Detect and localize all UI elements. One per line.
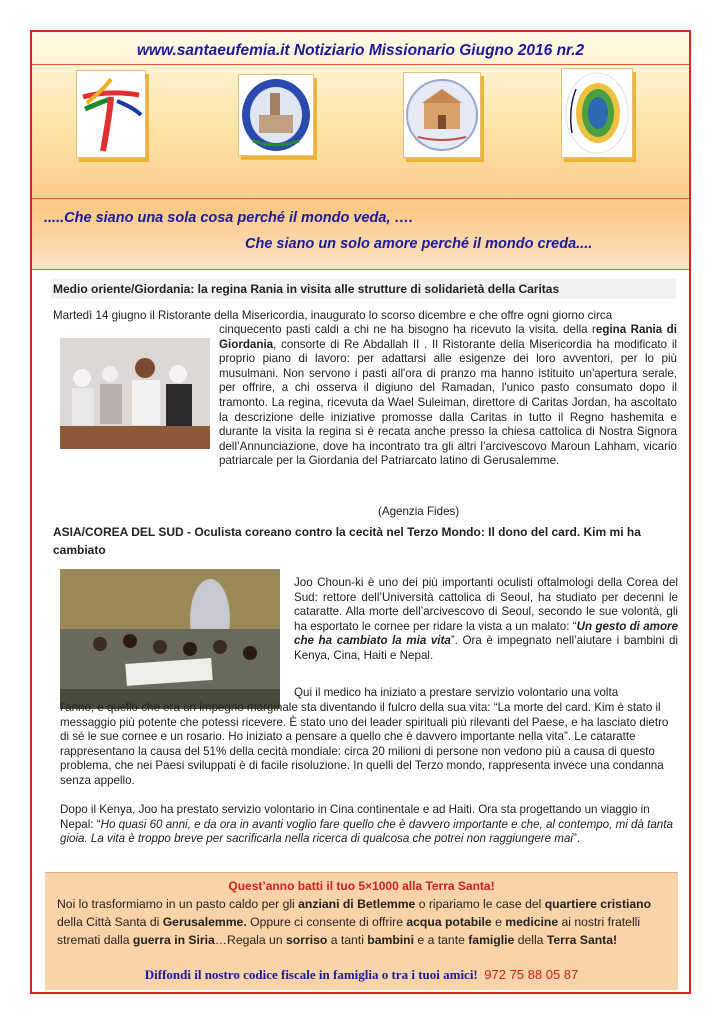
cross-icon bbox=[77, 71, 145, 157]
seal-icon bbox=[239, 75, 313, 155]
jubilee-icon bbox=[562, 69, 632, 157]
church-icon bbox=[404, 73, 480, 157]
people-photo-icon bbox=[60, 338, 210, 449]
article2-heading: ASIA/COREA DEL SUD - Oculista coreano contro la cecità nel Terzo Mondo: Il dono del card. Kim mi ha cambiato bbox=[53, 525, 641, 557]
article2-body-2-start: Qui il medico ha iniziato a prestare servizio volontario una volta bbox=[294, 686, 619, 699]
tax-code: 972 75 88 05 87 bbox=[484, 967, 579, 982]
group-photo-icon bbox=[60, 569, 280, 709]
logo-cross bbox=[76, 70, 146, 158]
appeal-box bbox=[45, 872, 678, 990]
logo-parish-seal bbox=[238, 74, 314, 156]
article1-body: cinquecento pasti caldi a chi ne ha bisogno ha ricevuto la visita. della regina Rania di Giordania, consorte di Re Abdallah II . Il Ristorante della Misericordia ha modificato il proprio piano di lavoro: per adattarsi alle esigenze dei loro avventori, per lo più musulmani. Non servono i pasti all'ora di pranzo ma hanno istituito un'apertura serale, per offrire, a chi osserva il digiuno del Ramadan, l'unico pasto consumato dopo il tramonto. La regina, ricevuta da Wael Suleiman, direttore di Caritas Jordan, ha ascoltato la descrizione delle iniziative promosse dalla Caritas in tutto il Regno hashemita e durante la visita la regina si è recata anche presso la chiesa cattolica di Nostra Signora dell’Annunciazione, dove ha incontrato tra gli altri l’arcivescovo Maroun Lahham, vicario patriarcale per la Giordania del Patriarcato latino di Gerusalemme. bbox=[219, 323, 677, 468]
article1-lead: Martedì 14 giugno il Ristorante della Misericordia, inaugurato lo scorso dicembre e che offre ogni giorno circa bbox=[53, 309, 613, 322]
logo-church bbox=[403, 72, 481, 158]
logo-jubilee-mercy bbox=[561, 68, 633, 158]
article1-heading: Medio oriente/Giordania: la regina Rania in visita alle strutture di solidarietà della Caritas bbox=[51, 279, 676, 299]
photo-korean-doctor bbox=[60, 569, 280, 709]
appeal-body: Noi lo trasformiamo in un pasto caldo per gli anziani di Betlemme o ripariamo le case del quartiere cristiano della Città Santa di Gerusalemme. Oppure ci consente di offrire acqua potabile e medicine ai nostri fratelli stremati dalla guerra in Siria…Regala un sorriso a tanti bambini e a tante famiglie della Terra Santa! bbox=[57, 897, 652, 947]
page-frame bbox=[30, 30, 691, 994]
appeal-title: Quest’anno batti il tuo 5×1000 alla Terra Santa! bbox=[228, 879, 495, 893]
motto-line-1: .....Che siano una sola cosa perché il mondo veda, …. bbox=[44, 210, 414, 226]
article2-body-3: Dopo il Kenya, Joo ha prestato servizio volontario in Cina continentale e ad Haiti. Ora sta progettando un viaggio in Nepal: “Ho quasi 60 anni, e da ora in avanti voglio fare quello che è davvero importante e che, al contempo, mi dà tanta gioia. La vita è troppo breve per sacrificarla nella ricerca di qualcosa che potrei non raggiungere mai”. bbox=[60, 803, 673, 846]
page-title: www.santaeufemia.it Notiziario Missionario Giugno 2016 nr.2 bbox=[136, 42, 585, 59]
header-band bbox=[32, 32, 689, 269]
photo-queen-rania bbox=[60, 338, 210, 449]
article2-body-1: Joo Choun-ki è uno dei più importanti oculisti oftalmologi della Corea del Sud: rettore dell’Università cattolica di Seoul, ha studiato per decenni le cataratte. Alla morte dell’arcivescovo di Seoul, secondo le sue volontà, gli ha esportato le cornee per ridare la vista a un malato: “Un gesto di amore che ha cambiato la mia vita”. Ora è impegnato nell’aiutare i bambini di Kenya, Cina, Haiti e Nepal. bbox=[294, 576, 679, 662]
header-bottom-divider bbox=[32, 269, 689, 270]
article1-source: (Agenzia Fides) bbox=[378, 505, 460, 518]
motto-line-2: Che siano un solo amore perché il mondo creda.... bbox=[245, 236, 593, 252]
logo-divider bbox=[32, 198, 689, 199]
appeal-footer: Diffondi il nostro codice fiscale in famiglia o tra i tuoi amici! 972 75 88 05 87 bbox=[144, 967, 579, 982]
header-divider bbox=[32, 64, 689, 65]
article2-body-2: l’anno, e quello che era un impegno marginale sta diventando il fulcro della sua vita: “La morte del card. Kim è stato il messaggio più potente che potessi ricevere. È stato uno dei leader spirituali più rilevanti del Paese, e ha lasciato dietro di sé le sue cornee e un rosario. Ho iniziato a pensare a quello che è davvero importante nella vita”. Le cataratte rappresentano la causa del 51% della cecità mondiale: circa 20 milioni di persone non vedono più a causa di questo problema, che nei Paesi sviluppati è di facile risoluzione. In quelli del Terzo mondo, rappresenta invece una condanna senza appello. bbox=[60, 701, 669, 787]
